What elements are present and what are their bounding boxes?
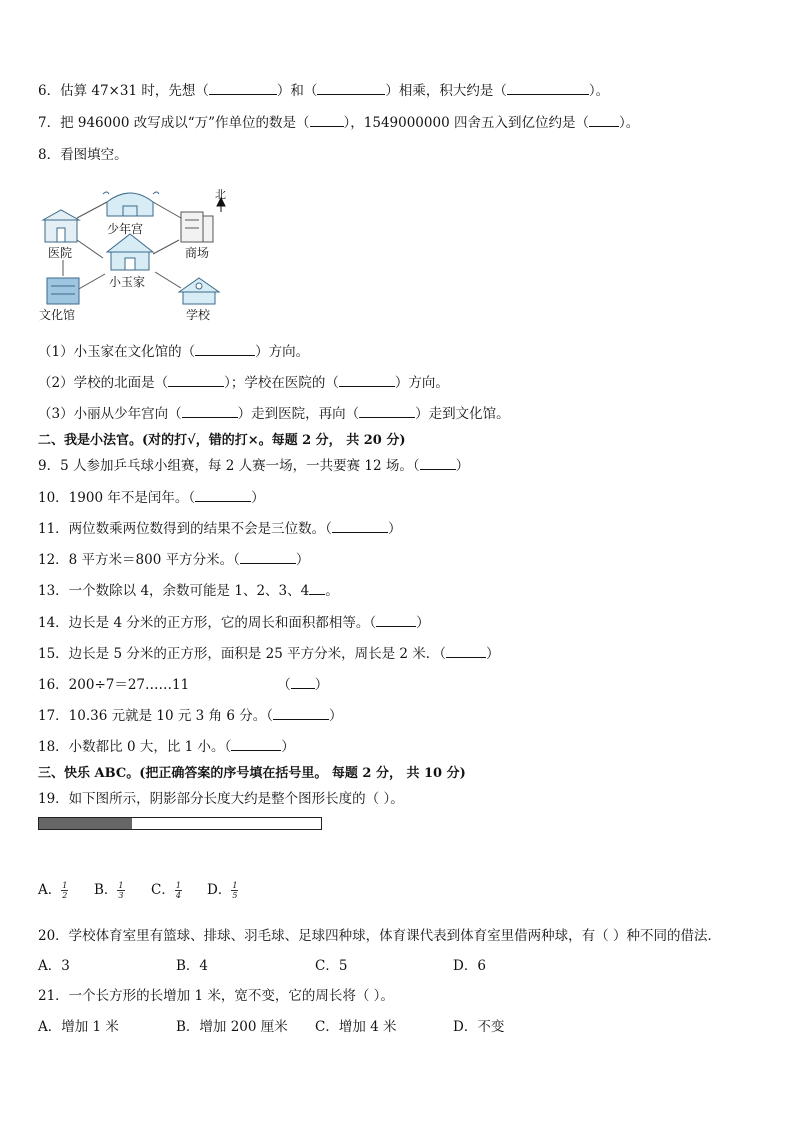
option-d[interactable]: [207, 878, 238, 900]
answer-blank[interactable]: [168, 374, 224, 387]
answer-blank[interactable]: [339, 374, 395, 387]
option-label: D．: [207, 882, 232, 898]
question-8-2: （2）学校的北面是（ ）；学校在医院的（ ）方向。: [38, 375, 449, 391]
denominator: 4: [175, 891, 181, 900]
label-mall: 商场: [185, 246, 210, 260]
question-16: 16．200÷7＝27……11 （ ）: [38, 677, 329, 693]
denominator: 5: [232, 891, 238, 900]
option-a[interactable]: A．3: [38, 958, 70, 974]
answer-blank[interactable]: [291, 676, 315, 689]
label-hospital: 医院: [48, 246, 73, 260]
section-3-heading: 三、快乐 ABC。(把正确答案的序号填在括号里。 每题 2 分， 共 10 分): [38, 766, 466, 781]
question-20: 20．学校体育室里有篮球、排球、羽毛球、足球四种球，体育课代表到体育室里借两种球，有（ ）种不同的借法．: [38, 928, 721, 944]
option-c[interactable]: C．5: [315, 958, 348, 974]
numerator: 1: [175, 881, 181, 890]
option-d[interactable]: D．6: [453, 958, 486, 974]
numerator: 1: [62, 881, 68, 890]
option-label: A．: [38, 882, 62, 898]
question-6: 6．估算 47×31 时，先想（ ）和（ ）相乘，积大约是（ ）。: [38, 83, 610, 99]
option-c[interactable]: C．增加 4 米: [315, 1019, 397, 1035]
label-shaoniangong: 少年宫: [107, 222, 144, 236]
question-18: 18．小数都比 0 大，比 1 小。（ ）: [38, 739, 295, 755]
answer-blank[interactable]: [446, 645, 486, 658]
hospital-icon: [43, 210, 79, 242]
option-label: B．: [94, 882, 118, 898]
fraction: [231, 881, 238, 900]
shaded-portion: [39, 818, 132, 829]
question-12: 12．8 平方米＝800 平方分米。（ ）: [38, 552, 310, 568]
label-home: 小玉家: [109, 275, 146, 289]
fraction: [117, 881, 124, 900]
option-b[interactable]: B．4: [176, 958, 209, 974]
section-2-heading: 二、我是小法官。(对的打√，错的打×。每题 2 分， 共 20 分): [38, 433, 406, 448]
library-icon: [47, 278, 79, 304]
answer-blank[interactable]: [359, 405, 415, 418]
question-8-3: （3）小丽从少年宫向（ ）走到医院，再向（ ）走到文化馆。: [38, 406, 510, 422]
option-a[interactable]: A．增加 1 米: [38, 1019, 119, 1035]
answer-blank[interactable]: [310, 114, 344, 127]
question-8-title: 8．看图填空。: [38, 147, 128, 163]
answer-blank[interactable]: [317, 82, 385, 95]
answer-blank[interactable]: [231, 738, 281, 751]
answer-blank[interactable]: [376, 614, 416, 627]
shaded-bar: [38, 817, 322, 830]
option-b[interactable]: [94, 878, 125, 900]
answer-blank[interactable]: [309, 582, 325, 595]
question-21: 21．一个长方形的长增加 1 米，宽不变，它的周长将（ ）。: [38, 988, 394, 1004]
fraction: [61, 881, 68, 900]
option-c[interactable]: [151, 878, 182, 900]
answer-blank[interactable]: [195, 343, 255, 356]
label-north: 北: [215, 188, 226, 201]
house-icon: [107, 234, 153, 270]
denominator: 2: [62, 891, 68, 900]
question-9: 9．5 人参加乒乓球小组赛，每 2 人赛一场，一共要赛 12 场。（ ）: [38, 458, 470, 474]
denominator: 3: [118, 891, 124, 900]
answer-blank[interactable]: [240, 551, 296, 564]
option-d[interactable]: D．不变: [453, 1019, 505, 1035]
direction-map: [35, 186, 245, 326]
question-19: 19．如下图所示，阴影部分长度大约是整个图形长度的（ ）。: [38, 791, 404, 807]
answer-blank[interactable]: [195, 489, 251, 502]
answer-blank[interactable]: [209, 82, 277, 95]
label-school: 学校: [186, 308, 211, 322]
answer-blank[interactable]: [507, 82, 589, 95]
question-17: 17．10.36 元就是 10 元 3 角 6 分。（ ）: [38, 708, 343, 724]
label-library: 文化馆: [39, 308, 76, 322]
numerator: 1: [232, 881, 238, 890]
school-icon: [179, 278, 219, 304]
answer-blank[interactable]: [420, 457, 456, 470]
question-8-1: （1）小玉家在文化馆的（ ）方向。: [38, 344, 310, 360]
answer-blank[interactable]: [273, 707, 329, 720]
question-7: 7．把 946000 改写成以“万”作单位的数是（ ），1549000000 四舍五入到亿位约是（ ）。: [38, 115, 640, 131]
question-15: 15．边长是 5 分米的正方形，面积是 25 平方分米，周长是 2 米．（ ）: [38, 646, 500, 662]
option-b[interactable]: B．增加 200 厘米: [176, 1019, 288, 1035]
question-10: 10．1900 年不是闰年。（ ）: [38, 490, 265, 506]
answer-blank[interactable]: [589, 114, 619, 127]
option-a[interactable]: [38, 878, 68, 900]
answer-blank[interactable]: [182, 405, 238, 418]
answer-blank[interactable]: [332, 520, 388, 533]
question-11: 11．两位数乘两位数得到的结果不会是三位数。（ ）: [38, 521, 402, 537]
option-label: C．: [151, 882, 175, 898]
mall-icon: [181, 212, 213, 242]
numerator: 1: [118, 881, 124, 890]
fraction: [175, 881, 182, 900]
palace-icon: [103, 192, 159, 216]
question-13: 13．一个数除以 4，余数可能是 1、2、3、4 。: [38, 583, 339, 599]
question-14: 14．边长是 4 分米的正方形，它的周长和面积都相等。（ ）: [38, 615, 430, 631]
